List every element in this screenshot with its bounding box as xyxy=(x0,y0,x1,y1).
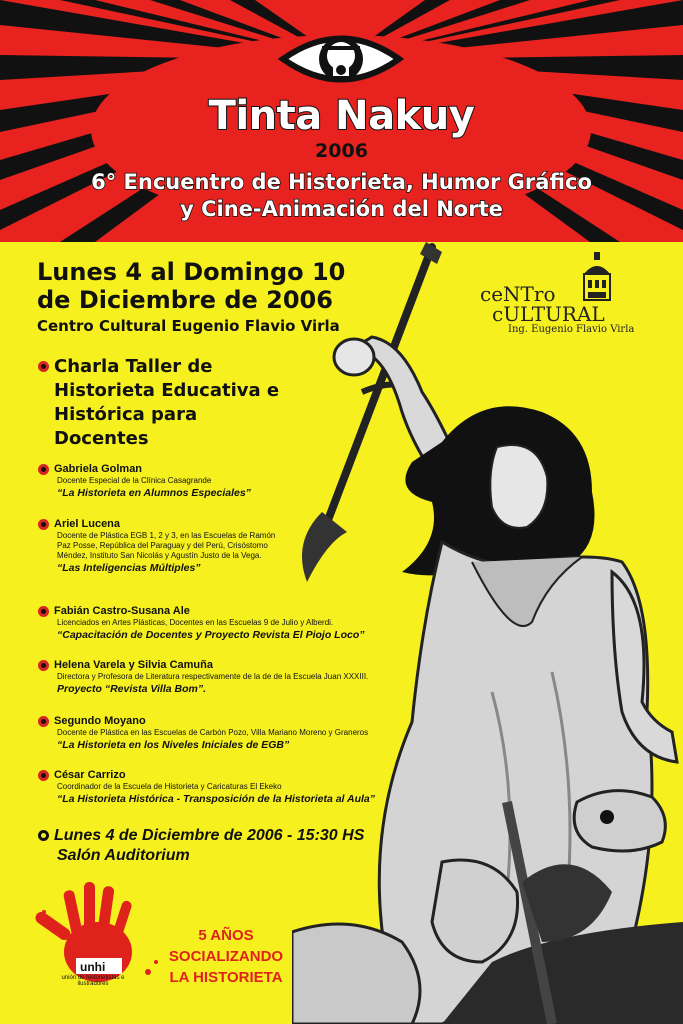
unhi-logo xyxy=(28,882,168,992)
speaker-description: Docente de Plástica EGB 1, 2 y 3, en las Escuelas de Ramón Paz Posse, República del Paraguay y del Perú, Crisóstomo Méndez, Instituto San Nicolás y Agustín Justo de la Vega. xyxy=(57,531,276,560)
bullet-icon xyxy=(38,361,49,372)
event-subtitle-line1: 6° Encuentro de Historieta, Humor Gráfico xyxy=(91,170,592,194)
speaker-name: Fabián Castro-Susana Ale xyxy=(54,605,190,617)
speaker-talk: “Capacitación de Docentes y Proyecto Revista El Piojo Loco” xyxy=(57,629,365,641)
speaker-description: Licenciados en Artes Plásticas, Docentes en las Escuelas 9 de Julio y Alberdi. xyxy=(57,618,334,627)
header-banner xyxy=(0,0,683,242)
speaker-item xyxy=(38,462,458,500)
anniversary-line2: SOCIALIZANDO xyxy=(168,948,284,965)
speaker-item xyxy=(38,714,458,752)
anniversary-line3: LA HISTORIETA xyxy=(169,969,283,986)
event-subtitle-line2: y Cine-Animación del Norte xyxy=(180,197,503,221)
anniversary-text xyxy=(160,925,292,988)
speaker-item xyxy=(38,768,458,806)
event-dates xyxy=(37,258,345,338)
event-title: Tinta Nakuy xyxy=(208,93,475,139)
speaker-item xyxy=(38,517,288,575)
bullet-icon xyxy=(38,519,49,530)
schedule-date: Lunes 4 de Diciembre de 2006 - 15:30 HS xyxy=(54,827,365,844)
bullet-icon xyxy=(38,716,49,727)
speaker-description: Docente de Plástica en las Escuelas de Carbón Pozo, Villa Mariano Moreno y Graneros xyxy=(57,728,369,737)
centro-cultural-logo xyxy=(478,252,658,336)
cc-logo-line1: ceNTro xyxy=(480,282,556,306)
speaker-name: Helena Varela y Silvia Camuña xyxy=(54,659,213,671)
unhi-tagline: unión de historietistas e ilustradores xyxy=(61,975,125,987)
unhi-brand: unhi xyxy=(80,960,106,974)
charla-heading xyxy=(38,355,298,451)
dates-line2: de Diciembre de 2006 xyxy=(37,286,333,314)
speaker-talk: “La Historieta Histórica - Transposición de la Historieta al Aula” xyxy=(57,793,375,805)
speaker-description: Coordinador de la Escuela de Historieta y Caricaturas El Ekeko xyxy=(57,782,282,791)
cc-logo-line2: cULTURAL xyxy=(492,302,605,326)
charla-text: Charla Taller de Historieta Educativa e Histórica para Docentes xyxy=(54,356,280,449)
tinta-nakuy-eye-logo xyxy=(278,26,404,92)
schedule-location: Salón Auditorium xyxy=(57,847,190,864)
venue-name: Centro Cultural Eugenio Flavio Virla xyxy=(37,317,340,335)
bullet-icon xyxy=(38,606,49,617)
speaker-name: Segundo Moyano xyxy=(54,715,146,727)
speaker-item xyxy=(38,658,458,696)
speaker-description: Docente Especial de la Clínica Casagrande xyxy=(57,476,212,485)
speaker-talk: “La Historieta en Alumnos Especiales” xyxy=(57,487,251,499)
speaker-talk: “Las Inteligencias Múltiples” xyxy=(57,562,201,574)
bullet-icon xyxy=(38,830,49,841)
bullet-icon xyxy=(38,464,49,475)
cc-logo-line3: Ing. Eugenio Flavio Virla xyxy=(508,324,635,335)
speaker-description: Directora y Profesora de Literatura respectivamente de la de de la Escuela Juan XXXIII. xyxy=(57,672,369,681)
dates-line1: Lunes 4 al Domingo 10 xyxy=(37,258,346,286)
anniversary-line1: 5 AÑOS xyxy=(198,927,254,944)
speaker-item xyxy=(38,604,458,642)
bullet-icon xyxy=(38,770,49,781)
speaker-talk: “La Historieta en los Niveles Iniciales de EGB” xyxy=(57,739,290,751)
speaker-name: César Carrizo xyxy=(54,769,126,781)
event-year: 2006 xyxy=(315,140,368,162)
speaker-talk: Proyecto “Revista Villa Bom”. xyxy=(57,683,206,695)
speaker-name: Gabriela Golman xyxy=(54,463,143,475)
schedule xyxy=(38,826,364,866)
building-icon xyxy=(580,252,614,302)
speaker-name: Ariel Lucena xyxy=(54,518,121,530)
bullet-icon xyxy=(38,660,49,671)
